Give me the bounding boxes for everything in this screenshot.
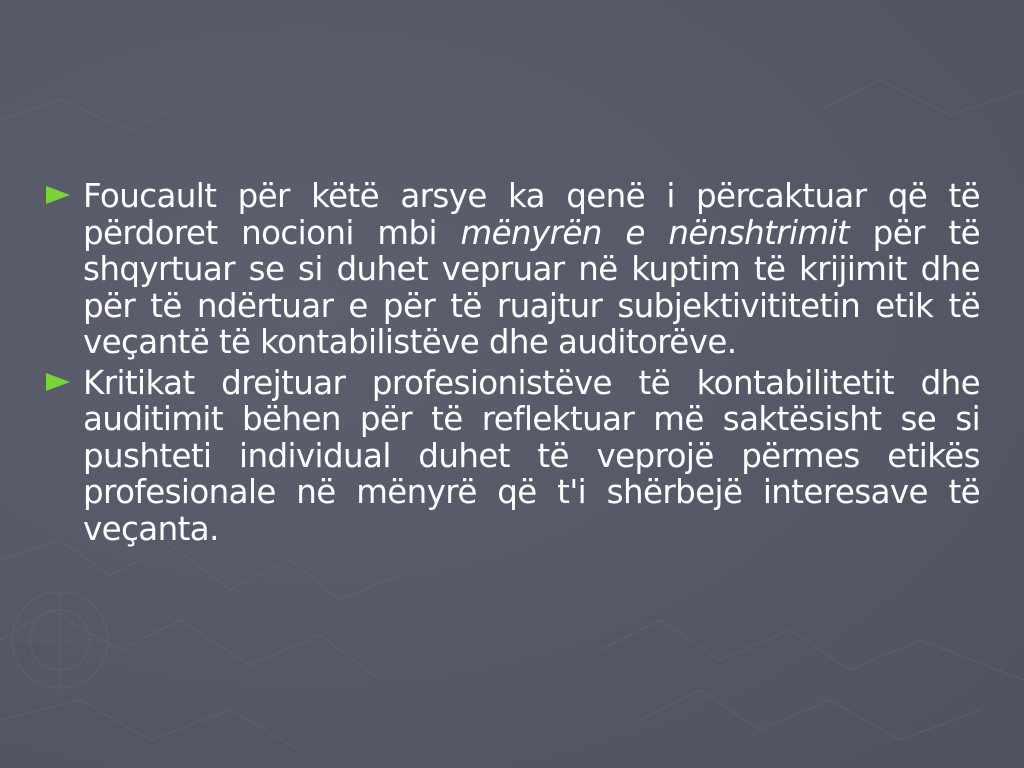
bullet-text-2: Kritikat drejtuar profesionistëve të kontabilitetit dhe auditimit bëhen për të reflektuar më saktësisht se si pushteti individual duhet të veprojë përmes etikës profesionale në mënyrë që t'i shërbejë interesave të veçanta. — [83, 363, 980, 548]
triangle-arrow-icon — [46, 186, 70, 204]
bullet-text-1-part-a: Foucault për këtë arsye ka qenë i përcaktuar që të përdoret nocioni mbi — [83, 177, 980, 252]
bullet-text-1-italic: mënyrën e nënshtrimit — [460, 213, 850, 252]
bullet-text-1 — [83, 178, 980, 361]
bullet-text-1-part-b: për të shqyrtuar se si duhet vepruar në kuptim të krijimit dhe për të ndërtuar e për të ruajtur subjektivititetin etik të veçantë të kontabilistëve dhe auditorëve. — [83, 213, 980, 361]
bullet-item-1 — [46, 178, 980, 361]
triangle-arrow-icon — [46, 373, 70, 391]
bullet-item-2 — [46, 365, 980, 548]
bullet-list — [46, 178, 980, 551]
